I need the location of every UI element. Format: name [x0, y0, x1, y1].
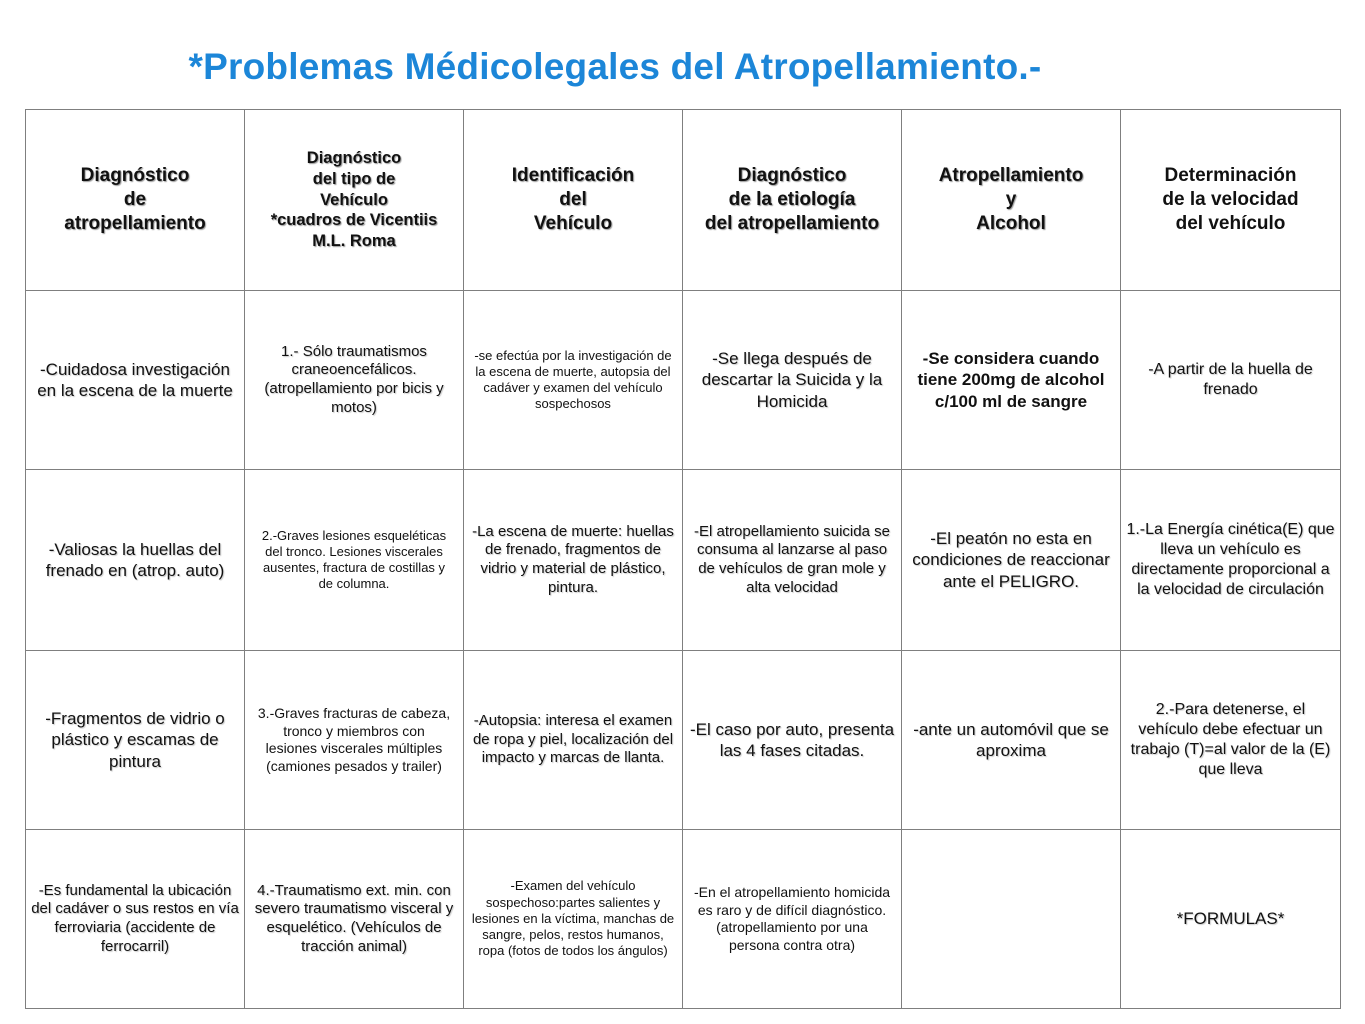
table-cell: -El atropellamiento suicida se consuma al lanzarse al paso de vehículos de gran mole y alta velocidad: [683, 470, 902, 651]
header-line: del vehículo: [1175, 212, 1286, 234]
header-line: Determinación: [1164, 165, 1297, 187]
table-cell: -A partir de la huella de frenado: [1121, 291, 1341, 470]
header-line: de la velocidad: [1162, 189, 1299, 211]
header-row: [26, 110, 1341, 291]
header-line: Alcohol: [976, 212, 1046, 234]
header-line: M.L. Roma: [312, 231, 396, 250]
header-etiologia: [683, 110, 902, 291]
table-row: [26, 651, 1341, 830]
table-cell: -El caso por auto, presenta las 4 fases citadas.: [683, 651, 902, 830]
table-cell: -Se considera cuando tiene 200mg de alcohol c/100 ml de sangre: [902, 291, 1121, 470]
header-line: *cuadros de Vicentiis: [270, 211, 438, 230]
header-atropellamiento-alcohol: [902, 110, 1121, 291]
header-line: Vehículo: [320, 190, 388, 209]
header-line: Diagnóstico: [306, 149, 402, 168]
table-cell: -Se llega después de descartar la Suicida y la Homicida: [683, 291, 902, 470]
table-cell: -se efectúa por la investigación de la escena de muerte, autopsia del cadáver y examen del vehículo sospechosos: [464, 291, 683, 470]
header-diagnostico-atropellamiento: [26, 110, 245, 291]
problems-table: [25, 109, 1341, 1009]
table-cell: -Es fundamental la ubicación del cadáver o sus restos en vía ferroviaria (accidente de ferrocarril): [26, 830, 245, 1009]
table-cell: 1.-La Energía cinética(E) que lleva un vehículo es directamente proporcional a la velocidad de circulación: [1121, 470, 1341, 651]
header-line: Vehículo: [533, 212, 613, 234]
header-line: de la etiología: [728, 189, 856, 211]
table-cell: *FORMULAS*: [1121, 830, 1341, 1009]
table-cell: 4.-Traumatismo ext. min. con severo traumatismo visceral y esquelético. (Vehículos de tracción animal): [245, 830, 464, 1009]
header-identificacion-vehiculo: [464, 110, 683, 291]
header-line: del atropellamiento: [704, 212, 880, 234]
table-row: [26, 470, 1341, 651]
header-line: atropellamiento: [64, 212, 206, 234]
table-cell-empty: [902, 830, 1121, 1009]
header-line: y: [1005, 189, 1017, 211]
table-cell: -En el atropellamiento homicida es raro y de difícil diagnóstico.(atropellamiento por una persona contra otra): [683, 830, 902, 1009]
header-line: Diagnóstico: [737, 165, 847, 187]
table-row: [26, 291, 1341, 470]
header-line: Atropellamiento: [938, 165, 1084, 187]
table-cell: -ante un automóvil que se aproxima: [902, 651, 1121, 830]
header-velocidad: [1121, 110, 1341, 291]
header-line: de: [123, 189, 147, 211]
table-cell: -Valiosas la huellas del frenado en (atrop. auto): [26, 470, 245, 651]
header-line: Diagnóstico: [80, 165, 190, 187]
table-cell: 2.-Para detenerse, el vehículo debe efectuar un trabajo (T)=al valor de la (E) que lleva: [1121, 651, 1341, 830]
header-line: Identificación: [511, 165, 635, 187]
header-tipo-vehiculo: [245, 110, 464, 291]
table-cell: -Fragmentos de vidrio o plástico y escamas de pintura: [26, 651, 245, 830]
table-cell: -Cuidadosa investigación en la escena de la muerte: [26, 291, 245, 470]
table-cell: -La escena de muerte: huellas de frenado, fragmentos de vidrio y material de plástico, pintura.: [464, 470, 683, 651]
table-cell: 1.- Sólo traumatismos craneoencefálicos. (atropellamiento por bicis y motos): [245, 291, 464, 470]
table-cell: -Examen del vehículo sospechoso:partes salientes y lesiones en la víctima, manchas de sangre, pelos, restos humanos, ropa (fotos de todos los ángulos): [464, 830, 683, 1009]
header-line: del tipo de: [312, 170, 396, 189]
page-title: *Problemas Médicolegales del Atropellamiento.-: [188, 46, 1042, 87]
table-row: [26, 830, 1341, 1009]
table-cell: -El peatón no esta en condiciones de reaccionar ante el PELIGRO.: [902, 470, 1121, 651]
table-cell: 3.-Graves fracturas de cabeza, tronco y miembros con lesiones viscerales múltiples (camiones pesados y trailer): [245, 651, 464, 830]
table-cell: 2.-Graves lesiones esqueléticas del tronco. Lesiones viscerales ausentes, fractura de costillas y de columna.: [245, 470, 464, 651]
header-line: del: [559, 189, 587, 211]
table-cell: -Autopsia: interesa el examen de ropa y piel, localización del impacto y marcas de llanta.: [464, 651, 683, 830]
